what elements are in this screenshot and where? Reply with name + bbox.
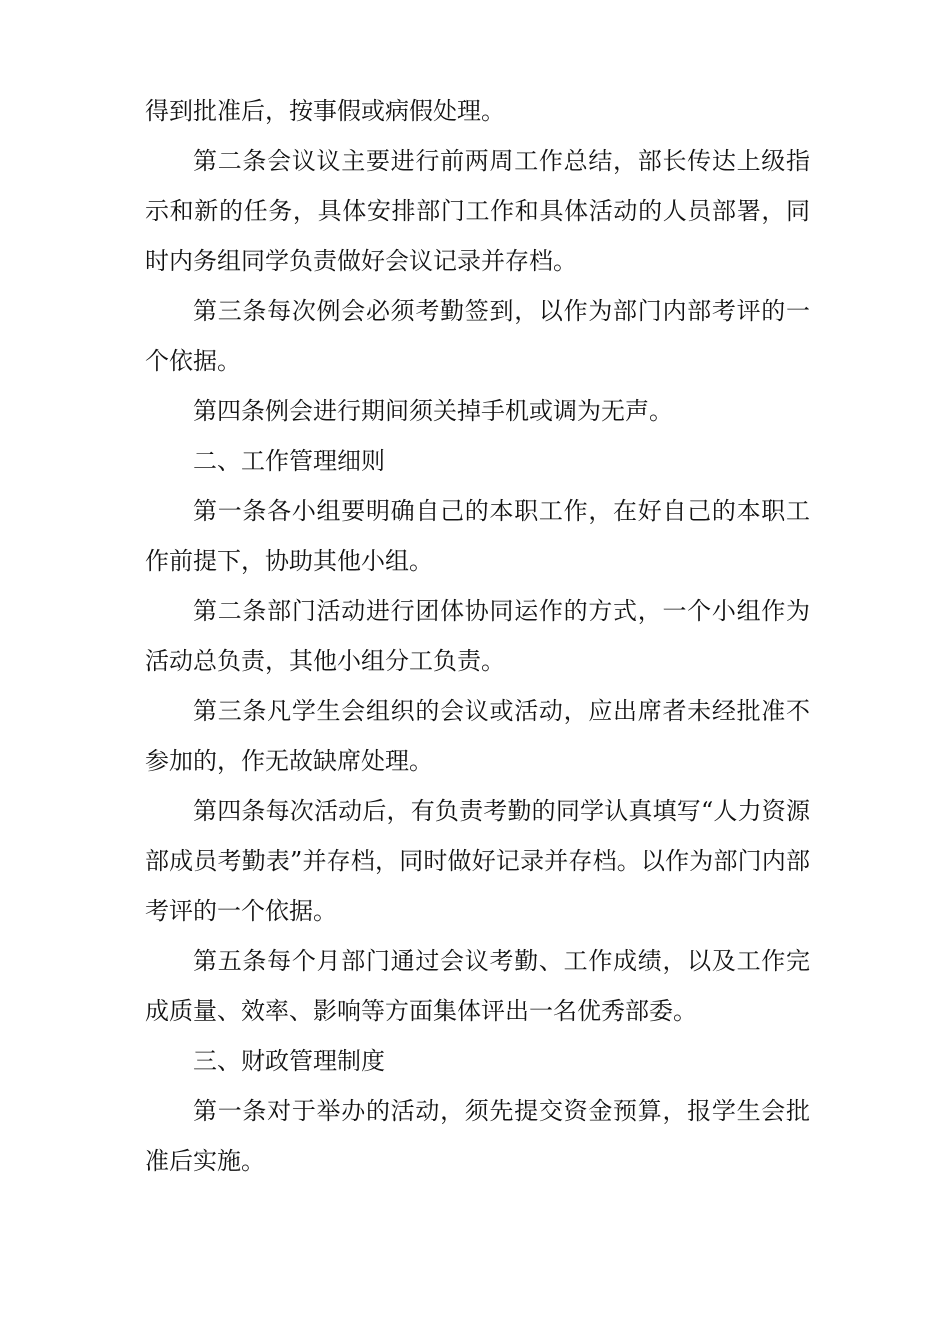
section-heading-finance: 三、财政管理制度 xyxy=(193,1047,385,1075)
paragraph-article-4-phones: 第四条例会进行期间须关掉手机或调为无声。 xyxy=(193,397,673,425)
paragraph-work-article-3: 第三条凡学生会组织的会议或活动，应出席者未经批准不参加的，作无故缺席处理。 xyxy=(145,697,810,775)
paragraph-article-3-attendance: 第三条每次例会必须考勤签到，以作为部门内部考评的一个依据。 xyxy=(145,297,810,375)
paragraph-article-2-meeting: 第二条会议议主要进行前两周工作总结，部长传达上级指示和新的任务，具体安排部门工作和具体活动的人员部署，同时内务组同学负责做好会议记录并存档。 xyxy=(145,147,810,275)
paragraph-continuation: 得到批准后，按事假或病假处理。 xyxy=(145,97,505,125)
document-body xyxy=(145,86,810,1186)
paragraph-work-article-2: 第二条部门活动进行团体协同运作的方式，一个小组作为活动总负责，其他小组分工负责。 xyxy=(145,597,810,675)
paragraph-work-article-1: 第一条各小组要明确自己的本职工作，在好自己的本职工作前提下，协助其他小组。 xyxy=(145,497,810,575)
paragraph-finance-article-1: 第一条对于举办的活动，须先提交资金预算，报学生会批准后实施。 xyxy=(145,1097,810,1175)
section-heading-work-rules: 二、工作管理细则 xyxy=(193,447,385,475)
paragraph-work-article-5: 第五条每个月部门通过会议考勤、工作成绩，以及工作完成质量、效率、影响等方面集体评出一名优秀部委。 xyxy=(145,947,810,1025)
paragraph-work-article-4: 第四条每次活动后，有负责考勤的同学认真填写“人力资源部成员考勤表”并存档，同时做好记录并存档。以作为部门内部考评的一个依据。 xyxy=(145,797,810,925)
